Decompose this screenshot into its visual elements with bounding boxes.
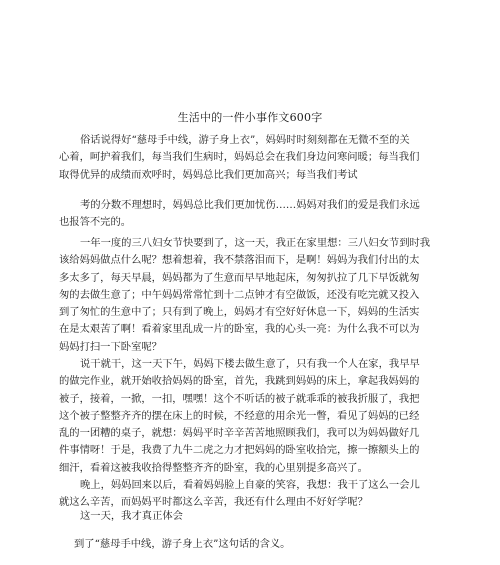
text-line: 取得优异的成绩而欢呼时，妈妈总比我们更加高兴；每当我们考试 [59, 168, 358, 181]
document-title: 生活中的一件小事作文600字 [177, 111, 323, 124]
text-line: 多太多了，每天早晨，妈妈都为了生意而早早地起床，匆匆扒拉了几下早饭就匆 [59, 271, 420, 284]
text-line: 俗话说得好“慈母手中线，游子身上衣”，妈妈时时刻刻都在无微不至的关 [80, 134, 410, 146]
text-line: 晚上，妈妈回来以后，看着妈妈脸上自豪的笑容，我想：我干了这么一会儿 [80, 479, 420, 491]
paragraph-realize [59, 508, 444, 525]
paragraph-evening [59, 477, 444, 512]
text-line: 细汗，看着这被我收拾得整整齐齐的卧室，我的心里别提多高兴了。 [59, 461, 368, 474]
paragraph-festival [59, 235, 444, 356]
text-line: 这一天，我才真正体会 [80, 510, 183, 522]
text-line: 该给妈妈做点什么呢？想着想着，我不禁落泪而下，是啊！妈妈为我们付出的太 [59, 254, 420, 267]
text-line: 的做完作业，就开始收拾妈妈的卧室，首先，我跳到妈妈的床上，拿起我妈妈的 [59, 375, 420, 388]
text-line: 考的分数不理想时，妈妈总比我们更加忧伤……妈妈对我们的爱是我们永远 [80, 199, 420, 211]
text-line: 这个被子整整齐齐的摆在床上的时候，不经意的用余光一瞥，看见了妈妈的已经 [59, 409, 420, 422]
text-line: 妈妈打扫一下卧室呢？ [59, 340, 162, 353]
paragraph-intro [59, 132, 444, 184]
text-line: 就这么辛苦，而妈妈平时都这么辛苦，我还有什么理由不好好学呢？ [59, 496, 368, 509]
paragraph-meaning [59, 536, 444, 553]
text-line: 说干就干，这一天下午，妈妈下楼去做生意了，只有我一个人在家，我早早 [80, 358, 420, 370]
text-line: 件事情呀！于是，我费了九牛二虎之力才把妈妈的卧室收拾完，擦一擦额头上的 [59, 444, 420, 457]
paragraph-cleaning [59, 356, 444, 477]
text-line: 到了“慈母手中线，游子身上衣”这句话的含义。 [74, 538, 291, 550]
text-line: 被子，接着，一掀，一扣，嘿嘿！这个不听话的被子就乖乖的被我折服了，我把 [59, 392, 420, 405]
text-line: 一年一度的三八妇女节快要到了，这一天，我正在家里想：三八妇女节到时我 [80, 237, 431, 249]
paragraph-exam [59, 197, 444, 232]
text-line: 心着，呵护着我们，每当我们生病时，妈妈总会在我们身边问寒问暖；每当我们 [59, 151, 420, 164]
text-line: 也报答不完的。 [59, 216, 132, 229]
text-line: 匆的去做生意了；中午妈妈常常忙到十二点钟才有空做饭，还没有吃完就又投入 [59, 288, 420, 301]
text-line: 到了匆忙的生意中了；只有到了晚上，妈妈才有空好好休息一下，妈妈的生活实 [59, 306, 420, 319]
text-line: 在是太艰苦了啊！看着家里乱成一片的卧室，我的心头一亮：为什么我不可以为 [59, 323, 420, 336]
text-line: 乱的一团糟的桌子，就想：妈妈平时辛辛苦苦地照顾我们，我可以为妈妈做好几 [59, 427, 420, 440]
